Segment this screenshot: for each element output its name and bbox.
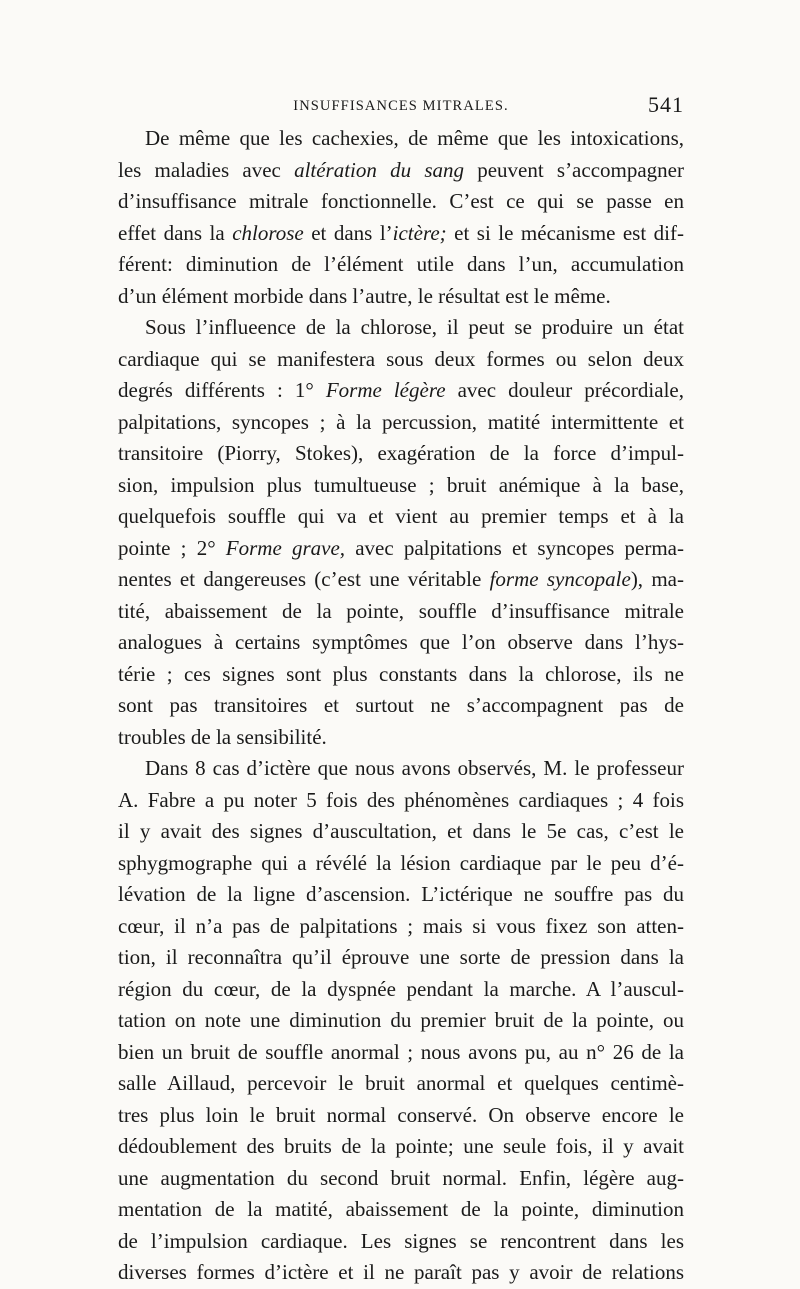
text-line bbox=[118, 218, 684, 250]
text-segment: tation on note une diminution du premier bruit de la pointe, ou bbox=[118, 1008, 684, 1032]
text-line bbox=[118, 1068, 684, 1100]
running-title: INSUFFISANCES MITRALES. bbox=[293, 98, 509, 114]
text-segment: analogues à certains symptômes que l’on observe dans l’hys- bbox=[118, 630, 684, 654]
text-line bbox=[118, 879, 684, 911]
text-line bbox=[118, 1037, 684, 1069]
text-segment: région du cœur, de la dyspnée pendant la marche. A l’auscul- bbox=[118, 976, 684, 1001]
text-line bbox=[118, 1194, 684, 1226]
text-segment: troubles de la sensibilité. bbox=[118, 724, 327, 749]
text-segment: une augmentation du second bruit normal. Enfin, légère aug- bbox=[118, 1165, 684, 1190]
text-line bbox=[118, 627, 684, 659]
text-line bbox=[118, 249, 684, 281]
italic-text: altération du sang bbox=[294, 157, 464, 182]
text-segment: Dans 8 cas d’ictère que nous avons observés, M. le professeur bbox=[145, 756, 684, 780]
text-line bbox=[118, 407, 684, 439]
text-line bbox=[118, 470, 684, 502]
italic-text: ictère; bbox=[392, 220, 447, 245]
text-segment: transitoire (Piorry, Stokes), exagération de la force d’impul- bbox=[118, 441, 684, 465]
text-segment: Sous l’influeence de la chlorose, il peut se produire un état bbox=[145, 315, 684, 339]
text-line bbox=[118, 753, 684, 785]
page-header bbox=[118, 92, 684, 122]
text-line bbox=[118, 312, 684, 344]
text-segment: tres plus loin le bruit normal conservé. On observe encore le bbox=[118, 1102, 684, 1127]
text-segment: nentes et dangereuses (c’est une véritable bbox=[118, 567, 490, 591]
text-segment: dédoublement des bruits de la pointe; une seule fois, il y avait bbox=[118, 1134, 684, 1158]
text-segment: ), ma- bbox=[630, 567, 684, 591]
text-line bbox=[118, 281, 684, 313]
text-line bbox=[118, 564, 684, 596]
text-line bbox=[118, 438, 684, 470]
text-segment: cœur, il n’a pas de palpitations ; mais si vous fixez son atten- bbox=[118, 913, 684, 938]
text-segment: térie ; ces signes sont plus constants dans la chlorose, ils ne bbox=[118, 661, 684, 686]
text-segment: d’insuffisance mitrale fonctionnelle. C’est ce qui se passe en bbox=[118, 189, 684, 213]
text-segment: tité, abaissement de la pointe, souffle d’insuffisance mitrale bbox=[118, 598, 684, 623]
text-line bbox=[118, 1131, 684, 1163]
text-line bbox=[118, 375, 684, 407]
text-line bbox=[118, 659, 684, 691]
text-segment: d’un élément morbide dans l’autre, le résultat est le même. bbox=[118, 283, 611, 308]
text-segment: les maladies avec bbox=[118, 157, 295, 182]
text-line bbox=[118, 1257, 684, 1289]
text-segment: peuvent s’accompagner bbox=[464, 157, 684, 182]
text-line bbox=[118, 1005, 684, 1037]
text-line bbox=[118, 155, 684, 187]
text-segment: De même que les cachexies, de même que les intoxications, bbox=[145, 126, 684, 150]
text-segment: avec douleur précordiale, bbox=[445, 378, 684, 402]
text-segment: cardiaque qui se manifestera sous deux formes ou selon deux bbox=[118, 346, 684, 371]
text-segment: lévation de la ligne d’ascension. L’ictérique ne souffre pas du bbox=[118, 882, 684, 906]
text-line bbox=[118, 785, 684, 817]
italic-text: chlorose bbox=[232, 220, 304, 245]
text-segment: A. Fabre a pu noter 5 fois des phénomènes cardiaques ; 4 fois bbox=[118, 787, 684, 812]
text-line bbox=[118, 501, 684, 533]
text-line bbox=[118, 974, 684, 1006]
text-line bbox=[118, 722, 684, 754]
text-line bbox=[118, 344, 684, 376]
text-line bbox=[118, 816, 684, 848]
text-segment: il y avait des signes d’auscultation, et dans le 5e cas, c’est le bbox=[118, 819, 684, 843]
text-segment: palpitations, syncopes ; à la percussion, matité intermittente et bbox=[118, 409, 684, 434]
text-segment: sont pas transitoires et surtout ne s’accompagnent pas de bbox=[118, 693, 684, 717]
text-line bbox=[118, 1100, 684, 1132]
text-segment: pointe ; 2° bbox=[118, 535, 226, 560]
text-line bbox=[118, 848, 684, 880]
text-line bbox=[118, 942, 684, 974]
page-number: 541 bbox=[648, 92, 684, 117]
italic-text: Forme légère bbox=[325, 378, 446, 402]
text-line bbox=[118, 1226, 684, 1258]
text-line bbox=[118, 690, 684, 722]
text-segment: quelquefois souffle qui va et vient au premier temps et à la bbox=[118, 504, 684, 528]
body-text bbox=[118, 123, 684, 1289]
text-segment: degrés différents : 1° bbox=[118, 378, 326, 402]
text-line bbox=[118, 186, 684, 218]
text-segment: mentation de la matité, abaissement de la pointe, diminution bbox=[118, 1197, 684, 1221]
italic-text: Forme grave, bbox=[225, 535, 346, 560]
text-line bbox=[118, 911, 684, 943]
text-segment: effet dans la bbox=[118, 220, 233, 245]
text-line bbox=[118, 596, 684, 628]
text-segment: et si le mécanisme est dif- bbox=[446, 220, 684, 245]
text-segment: férent: diminution de l’élément utile dans l’un, accumulation bbox=[118, 252, 684, 276]
text-segment: tion, il reconnaîtra qu’il éprouve une sorte de pression dans la bbox=[118, 945, 684, 969]
text-segment: de l’impulsion cardiaque. Les signes se rencontrent dans les bbox=[118, 1228, 684, 1253]
text-segment: avec palpitations et syncopes perma- bbox=[345, 535, 684, 560]
text-segment: salle Aillaud, percevoir le bruit anormal et quelques centimè- bbox=[118, 1071, 684, 1095]
text-segment: sphygmographe qui a révélé la lésion cardiaque par le peu d’é- bbox=[118, 850, 684, 875]
text-segment: sion, impulsion plus tumultueuse ; bruit anémique à la base, bbox=[118, 472, 684, 497]
text-line bbox=[118, 123, 684, 155]
text-segment: diverses formes d’ictère et il ne paraît pas y avoir de relations bbox=[118, 1260, 684, 1284]
italic-text: forme syncopale bbox=[489, 567, 631, 591]
text-line bbox=[118, 1163, 684, 1195]
text-segment: et dans l’ bbox=[303, 220, 393, 245]
text-segment: bien un bruit de souffle anormal ; nous avons pu, au n° 26 de la bbox=[118, 1039, 684, 1064]
text-line bbox=[118, 533, 684, 565]
